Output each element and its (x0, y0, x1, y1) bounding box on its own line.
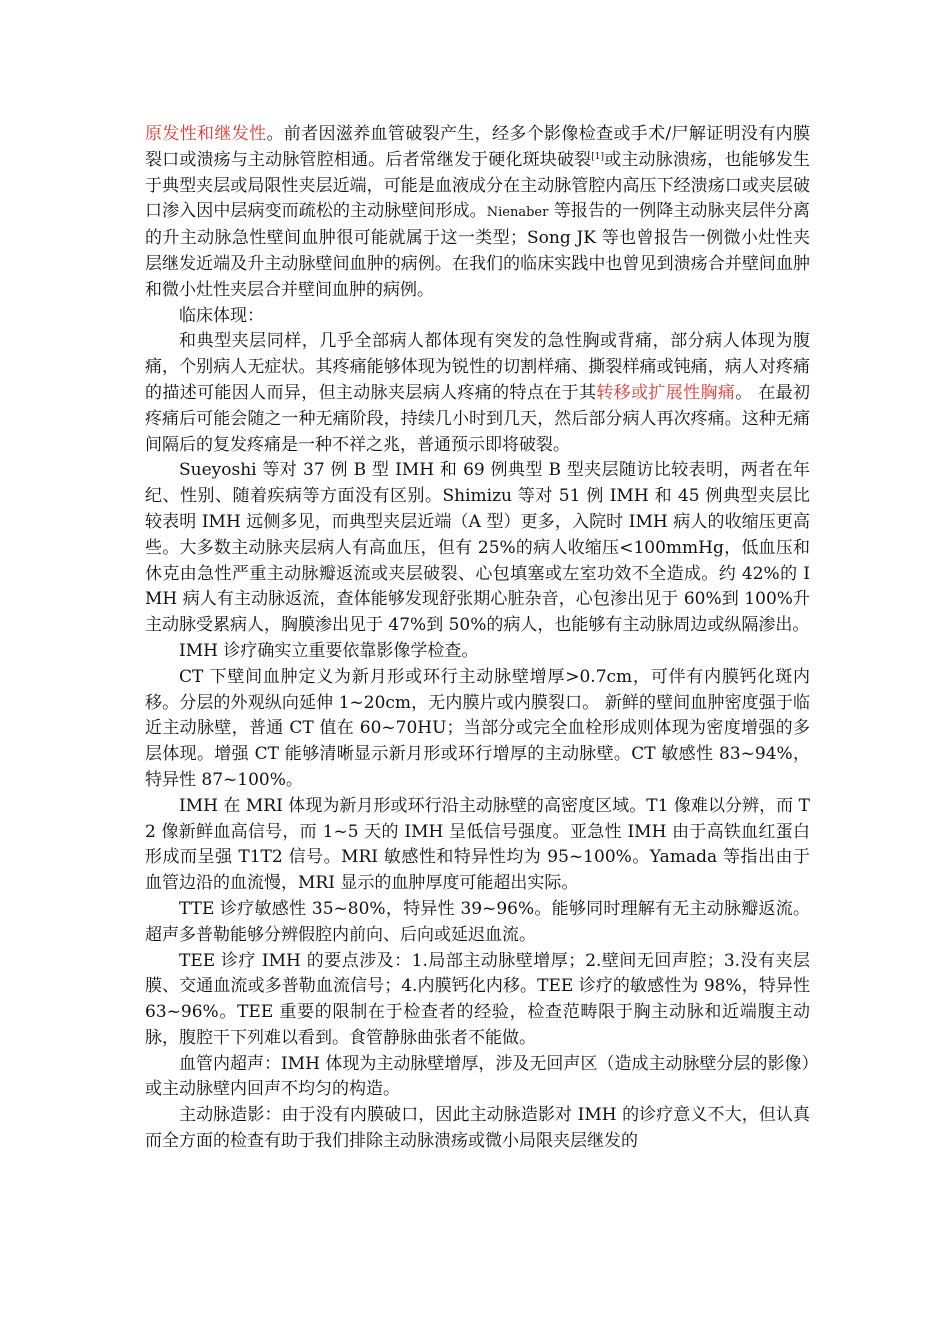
text-run: 或主动脉溃疡，也能够发生于典型夹层或局限性夹层近端，可能是血液成分在主动脉管腔内高压下经溃疡口或夹层破口渗入因中层病变而疏松的主动脉壁间形成。 (145, 149, 811, 222)
paragraph (145, 1052, 810, 1104)
text-run: 和典型夹层同样，几乎全部病人都体现有突发的急性胸或背痛，部分病人体现为腹痛，个别病人无症状。其疼痛能够体现为锐性的切割样痛、撕裂样痛或钝痛，病人对疼痛的描述可能因人而异，但主动脉夹层病人疼痛的特点在于其 (145, 331, 810, 403)
text-run: TTE 诊疗敏感性 35~80%，特异性 39~96%。能够同时理解有无主动脉瓣返流。超声多普勒能够分辨假腔内前向、后向或延迟血流。 (145, 898, 810, 945)
citation-ref: [1] (591, 151, 605, 162)
text-run: Sueyoshi 等对 37 例 B 型 IMH 和 69 例典型 B 型夹层随访比较表明，两者在年纪、性别、随着疾病等方面没有区别。Shimizu 等对 51 例 IMH 和 45 例典型夹层比较表明 IMH 远侧多见，而典型夹层近端（A 型）更多，入院时 IMH 病人的收缩压更高些。大多数主动脉夹层病人有高血压，但有 25%的病人收缩压<100mmHg，低血压和休克由急性严重主动脉瓣返流或夹层破裂、心包填塞或左室功效不全造成。约 42%的 IMH 病人有主动脉返流，查体能够发现舒张期心脏杂音，心包渗出见于 60%到 100%升主动脉受累病人，胸膜渗出见于 47%到 50%的病人，也能够有主动脉周边或纵隔渗出。 (145, 460, 811, 636)
text-run: 等报告的一例降主动脉夹层伴分离的升主动脉急性壁间血肿很可能就属于这一类型；Song JK 等也曾报告一例微小灶性夹层继发近端及升主动脉壁间血肿的病例。在我们的临床实践中也曾见到溃疡合并壁间血肿和微小灶性夹层合并壁间血肿的病例。 (145, 201, 811, 300)
text-run: 血管内超声：IMH 体现为主动脉壁增厚，涉及无回声区（造成主动脉壁分层的影像）或主动脉壁内回声不均匀的构造。 (145, 1053, 810, 1100)
text-run: TEE 诊疗 IMH 的要点涉及：1.局部主动脉壁增厚；2.壁间无回声腔；3.没有夹层膜、交通血流或多普勒血流信号；4.内膜钙化内移。TEE 诊疗的敏感性为 98%，特异性 63~96%。TEE 重要的限制在于检查者的经验，检查范畴限于胸主动脉和近端腹主动脉，腹腔干下列难以看到。食管静脉曲张者不能做。 (145, 950, 810, 1048)
text-run: 临床体现： (179, 305, 264, 326)
paragraph (145, 122, 810, 304)
author-name: Nienaber (486, 205, 549, 221)
paragraph (145, 897, 810, 949)
paragraph (145, 639, 810, 665)
paragraph (145, 949, 810, 1052)
text-run: 转移或扩展性胸痛 (596, 382, 736, 403)
text-run: CT 下壁间血肿定义为新月形或环行主动脉壁增厚>0.7cm，可伴有内膜钙化斑内移。分层的外观纵向延伸 1~20cm，无内膜片或内膜裂口。 新鲜的壁间血肿密度强于临近主动脉壁，普通 CT 值在 60~70HU；当部分或完全血栓形成则体现为密度增强的多层体现。增强 CT 能够清晰显示新月形或环行增厚的主动脉壁。CT 敏感性 83~94%，特异性 87~100%。 (145, 666, 810, 790)
section-heading (145, 304, 810, 330)
text-run: 主动脉造影：由于没有内膜破口，因此主动脉造影对 IMH 的诊疗意义不大，但认真而全方面的检查有助于我们排除主动脉溃疡或微小局限夹层继发的 (145, 1105, 810, 1152)
paragraph (145, 794, 810, 897)
paragraph (145, 458, 810, 639)
text-run: 。 在最初疼痛后可能会随之一种无痛阶段，持续几小时到几天，然后部分病人再次疼痛。这种无痛间隔后的复发疼痛是一种不祥之兆，普通预示即将破裂。 (145, 382, 811, 455)
paragraph (145, 1103, 810, 1155)
text-run: IMH 诊疗确实立重要依靠影像学检查。 (179, 640, 479, 661)
text-run: IMH 在 MRI 体现为新月形或环行沿主动脉壁的高密度区域。T1 像难以分辨，而 T2 像新鲜血高信号，而 1~5 天的 IMH 呈低信号强度。亚急性 IMH 由于高铁血红蛋白形成而呈强 T1T2 信号。MRI 敏感性和特异性均为 95~100%。Yamada 等指出由于血管边沿的血流慢，MRI 显示的血肿厚度可能超出实际。 (145, 795, 810, 894)
text-run: 。前者因滋养血管破裂产生，经多个影像检查或手术/尸解证明没有内膜裂口或溃疡与主动脉管腔相通。后者常继发于硬化斑块破裂 (145, 124, 811, 170)
paragraph (145, 329, 810, 458)
text-run: 原发性和继发性 (145, 124, 267, 144)
paragraph (145, 665, 810, 794)
document-body (145, 122, 810, 1155)
